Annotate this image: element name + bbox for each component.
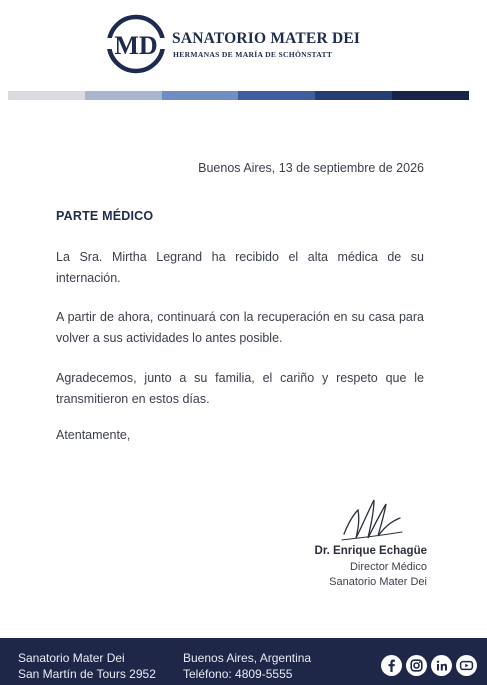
signature-image bbox=[338, 494, 408, 546]
footer-phone: Teléfono: 4809-5555 bbox=[183, 667, 293, 681]
footer-bar bbox=[0, 638, 487, 685]
instagram-icon[interactable] bbox=[406, 655, 427, 676]
stripe-segment bbox=[315, 91, 392, 100]
facebook-icon[interactable] bbox=[381, 655, 402, 676]
letter-title: PARTE MÉDICO bbox=[56, 209, 154, 223]
stripe-segment bbox=[8, 91, 85, 100]
letter-closing: Atentamente, bbox=[56, 428, 131, 442]
footer-contact bbox=[183, 650, 311, 682]
youtube-icon[interactable] bbox=[456, 655, 477, 676]
social-links bbox=[381, 655, 477, 676]
stripe-segment bbox=[392, 91, 469, 100]
stripe-segment bbox=[162, 91, 239, 100]
footer-street: San Martín de Tours 2952 bbox=[18, 667, 156, 681]
footer-address bbox=[18, 650, 156, 682]
linkedin-icon[interactable] bbox=[431, 655, 452, 676]
mater-dei-monogram-icon bbox=[106, 14, 166, 74]
brand-subtitle: HERMANAS DE MARÍA DE SCHÖNSTATT bbox=[173, 50, 333, 59]
stripe-segment bbox=[238, 91, 315, 100]
letterhead bbox=[0, 8, 487, 78]
letter-paragraph: La Sra. Mirtha Legrand ha recibido el alta médica de su internación. bbox=[56, 250, 424, 285]
signer-title: Director Médico bbox=[349, 561, 427, 573]
header-color-stripe bbox=[8, 91, 469, 100]
footer-org-name: Sanatorio Mater Dei bbox=[18, 651, 125, 665]
letter-paragraph: A partir de ahora, continuará con la recuperación en su casa para volver a sus actividades lo antes posible. bbox=[56, 310, 424, 345]
letter-paragraph: Agradecemos, junto a su familia, el cariño y respeto que le transmitieron en estos días. bbox=[56, 371, 424, 406]
svg-text:MD: MD bbox=[114, 31, 158, 60]
brand-name: SANATORIO MATER DEI bbox=[172, 30, 361, 47]
letter-date: Buenos Aires, 13 de septiembre de 2026 bbox=[198, 161, 424, 175]
stripe-segment bbox=[85, 91, 162, 100]
footer-city: Buenos Aires, Argentina bbox=[183, 651, 312, 665]
signer-name: Dr. Enrique Echagüe bbox=[314, 545, 427, 557]
signer-organization: Sanatorio Mater Dei bbox=[329, 576, 427, 588]
